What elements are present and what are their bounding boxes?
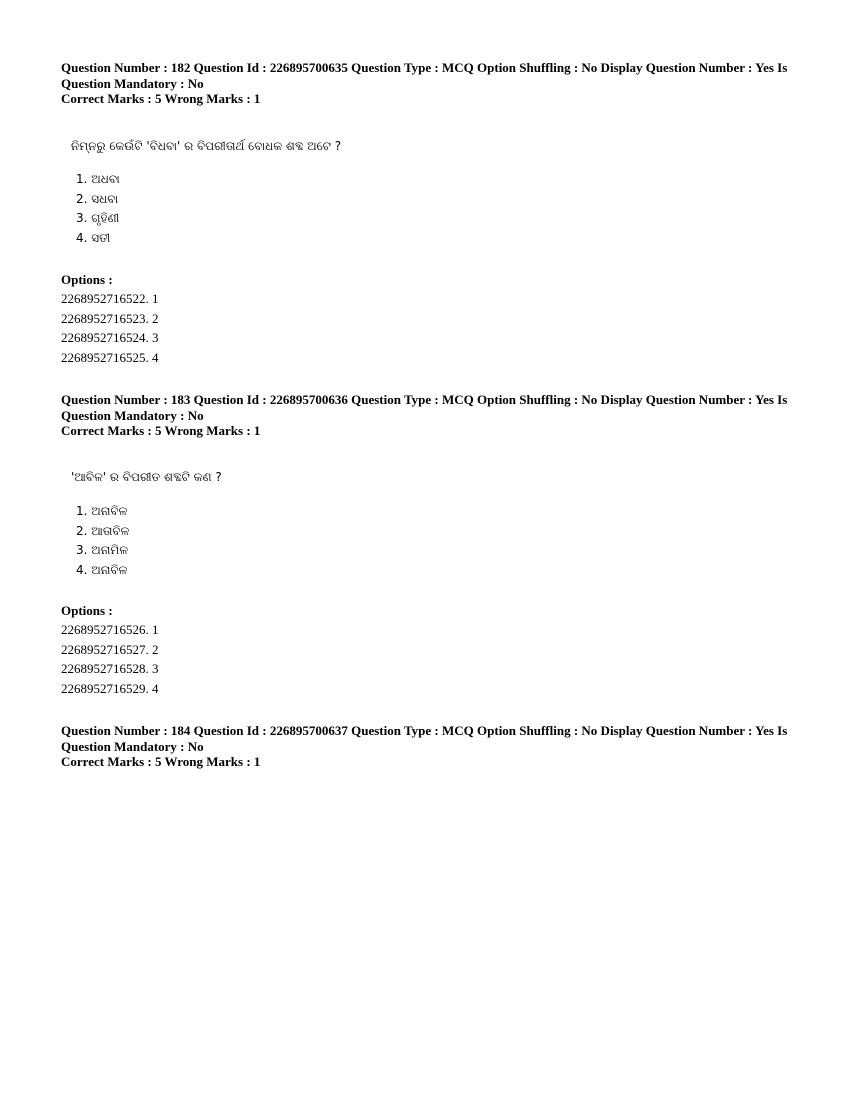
option-id: 2268952716527. — [61, 641, 149, 657]
option-number: 4 — [152, 680, 159, 696]
option-number: 3 — [152, 661, 159, 676]
marks-line: Correct Marks : 5 Wrong Marks : 1 — [61, 423, 261, 438]
option-item — [61, 640, 159, 660]
choice-list — [76, 502, 129, 580]
option-item — [61, 659, 159, 679]
choice-item: 2. ଆତାବିଳ — [76, 523, 130, 538]
option-item — [61, 348, 159, 368]
option-number: 2 — [152, 641, 159, 657]
question-header-line1: Question Number : 184 Question Id : 226895700637 Question Type : MCQ Option Shuffling : No Display Question Number : Yes Is — [61, 723, 788, 738]
question-header-line2: Question Mandatory : No — [61, 407, 204, 423]
option-item — [61, 679, 159, 699]
option-id: 2268952716525. — [61, 349, 149, 365]
option-id: 2268952716523. — [61, 310, 149, 326]
question-header-line2: Question Mandatory : No — [61, 75, 204, 91]
options-label: Options : — [61, 603, 113, 618]
marks-line: Correct Marks : 5 Wrong Marks : 1 — [61, 754, 261, 769]
choice-item: 4. ସତୀ — [76, 230, 111, 245]
question-block-182 — [61, 60, 801, 365]
choice-item: 3. ଅନାମିଳ — [76, 543, 129, 557]
choice-item: 1. ଅନାବିଳ — [76, 504, 128, 518]
option-item — [61, 309, 159, 329]
marks-line: Correct Marks : 5 Wrong Marks : 1 — [61, 91, 261, 106]
question-text: 'ଆବିଳ' ର ବିପରୀତ ଶବ୍ଦଟି କଣ ? — [71, 470, 222, 484]
option-item — [61, 328, 159, 348]
question-block-183 — [61, 392, 801, 696]
option-item — [61, 289, 159, 309]
choice-item: 3. ଗୃହିଣୀ — [76, 211, 120, 225]
option-number: 4 — [152, 349, 159, 365]
question-header-line1: Question Number : 183 Question Id : 226895700636 Question Type : MCQ Option Shuffling : No Display Question Number : Yes Is — [61, 392, 788, 407]
options-label: Options : — [61, 272, 113, 287]
choice-item: 1. ଅଧବା — [76, 172, 120, 186]
question-block-184 — [61, 723, 801, 770]
option-id: 2268952716529. — [61, 680, 149, 696]
option-list — [61, 620, 159, 698]
option-id: 2268952716522. — [61, 291, 149, 306]
option-number: 2 — [152, 310, 159, 326]
option-id: 2268952716526. — [61, 622, 149, 637]
choice-item: 2. ସଧବା — [76, 191, 119, 206]
option-number: 3 — [152, 330, 159, 345]
question-meta — [61, 60, 801, 107]
question-text: ନିମ୍ନରୁ କେଉଁଟି 'ବିଧବା' ର ବିପରୀତାର୍ଥ ବୋଧକ ଶବ୍ଦ ଅଟେ ? — [71, 139, 342, 153]
question-meta — [61, 392, 801, 439]
choice-item: 4. ଅନାବିଳ — [76, 562, 128, 577]
option-number: 1 — [152, 291, 159, 306]
question-header-line2: Question Mandatory : No — [61, 738, 204, 754]
option-id: 2268952716524. — [61, 330, 149, 345]
option-list — [61, 289, 159, 367]
option-id: 2268952716528. — [61, 661, 149, 676]
question-header-line1: Question Number : 182 Question Id : 226895700635 Question Type : MCQ Option Shuffling : No Display Question Number : Yes Is — [61, 60, 788, 75]
option-number: 1 — [152, 622, 159, 637]
choice-list — [76, 170, 120, 248]
option-item — [61, 620, 159, 640]
question-meta — [61, 723, 801, 770]
